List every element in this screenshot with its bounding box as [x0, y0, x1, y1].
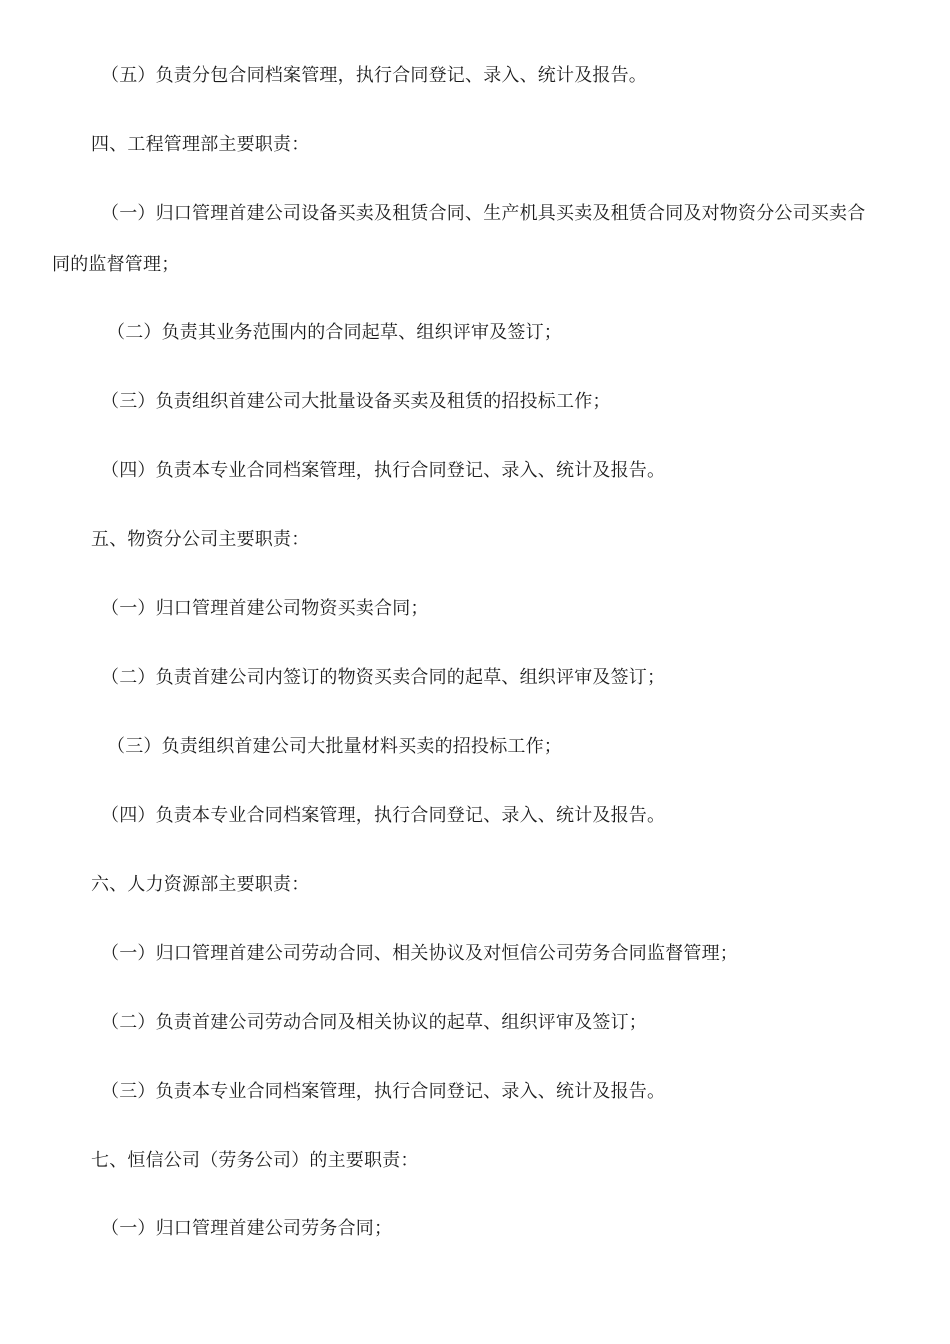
section-heading: 四、工程管理部主要职责： — [91, 134, 310, 155]
paragraph-line: （二）负责首建公司内签订的物资买卖合同的起草、组织评审及签订； — [101, 667, 666, 688]
section-heading: 七、恒信公司（劳务公司）的主要职责： — [91, 1150, 419, 1171]
paragraph-line: （二）负责其业务范围内的合同起草、组织评审及签订； — [107, 322, 562, 343]
paragraph-line: （四）负责本专业合同档案管理，执行合同登记、录入、统计及报告。 — [101, 805, 666, 826]
paragraph-line: （一）归口管理首建公司设备买卖及租赁合同、生产机具买卖及租赁合同及对物资分公司买卖合 — [101, 203, 866, 224]
section-heading: 六、人力资源部主要职责： — [91, 874, 310, 895]
paragraph-line: （二）负责首建公司劳动合同及相关协议的起草、组织评审及签订； — [101, 1012, 647, 1033]
paragraph-line: （一）归口管理首建公司物资买卖合同； — [101, 598, 429, 619]
paragraph-line: （四）负责本专业合同档案管理，执行合同登记、录入、统计及报告。 — [101, 460, 666, 481]
paragraph-line: （一）归口管理首建公司劳务合同； — [101, 1218, 393, 1239]
paragraph-line: （一）归口管理首建公司劳动合同、相关协议及对恒信公司劳务合同监督管理； — [101, 943, 738, 964]
paragraph-line-continued: 同的监督管理； — [52, 254, 180, 275]
paragraph-line: （三）负责组织首建公司大批量设备买卖及租赁的招投标工作； — [101, 391, 611, 412]
section-heading: 五、物资分公司主要职责： — [91, 529, 310, 550]
paragraph-line: （三）负责本专业合同档案管理，执行合同登记、录入、统计及报告。 — [101, 1081, 666, 1102]
paragraph-line: （三）负责组织首建公司大批量材料买卖的招投标工作； — [107, 736, 562, 757]
paragraph-line: （五）负责分包合同档案管理，执行合同登记、录入、统计及报告。 — [101, 65, 647, 86]
